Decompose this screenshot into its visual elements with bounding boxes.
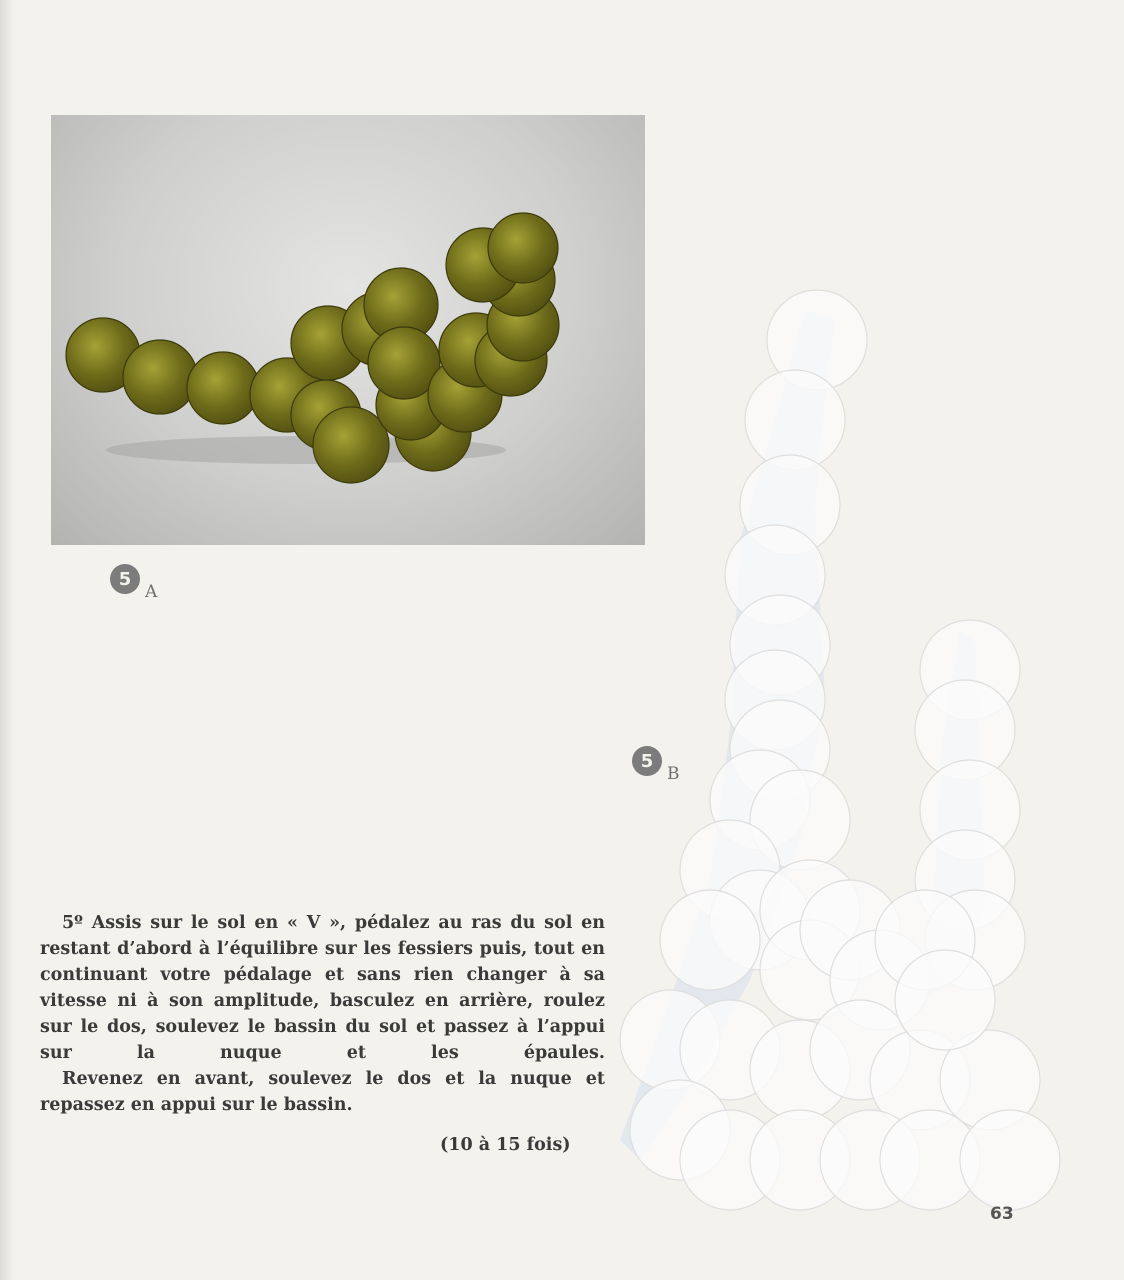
figure-5a-photo [51, 115, 645, 545]
exercise-text [40, 910, 605, 1118]
figure-letter: B [667, 764, 680, 784]
figure-number-badge: 5 [632, 746, 662, 776]
figure-5a-label [110, 564, 158, 602]
gold-discs-illustration [51, 115, 645, 545]
page-edge [0, 0, 14, 1280]
figure-number-badge: 5 [110, 564, 140, 594]
exercise-paragraph-1: 5º Assis sur le sol en « V », pédalez au ras du sol en restant d’abord à l’équilibre sur les fessiers puis, tout en continuant votre pédalage et sans rien changer à sa vitesse ni à son amplitude, basculez en arrière, roulez sur le dos, soulevez le bassin du sol et passez à l’appui sur la nuque et les épaules. [40, 913, 605, 1063]
white-discs-illustration [600, 280, 1100, 1220]
exercise-paragraph-2: Revenez en avant, soulevez le dos et la nuque et repassez en appui sur le bassin. [40, 1069, 605, 1115]
figure-letter: A [145, 582, 158, 602]
repetitions: (10 à 15 fois) [440, 1135, 571, 1155]
page-number: 63 [990, 1204, 1014, 1224]
figure-5b-white-discs [600, 280, 1100, 1220]
